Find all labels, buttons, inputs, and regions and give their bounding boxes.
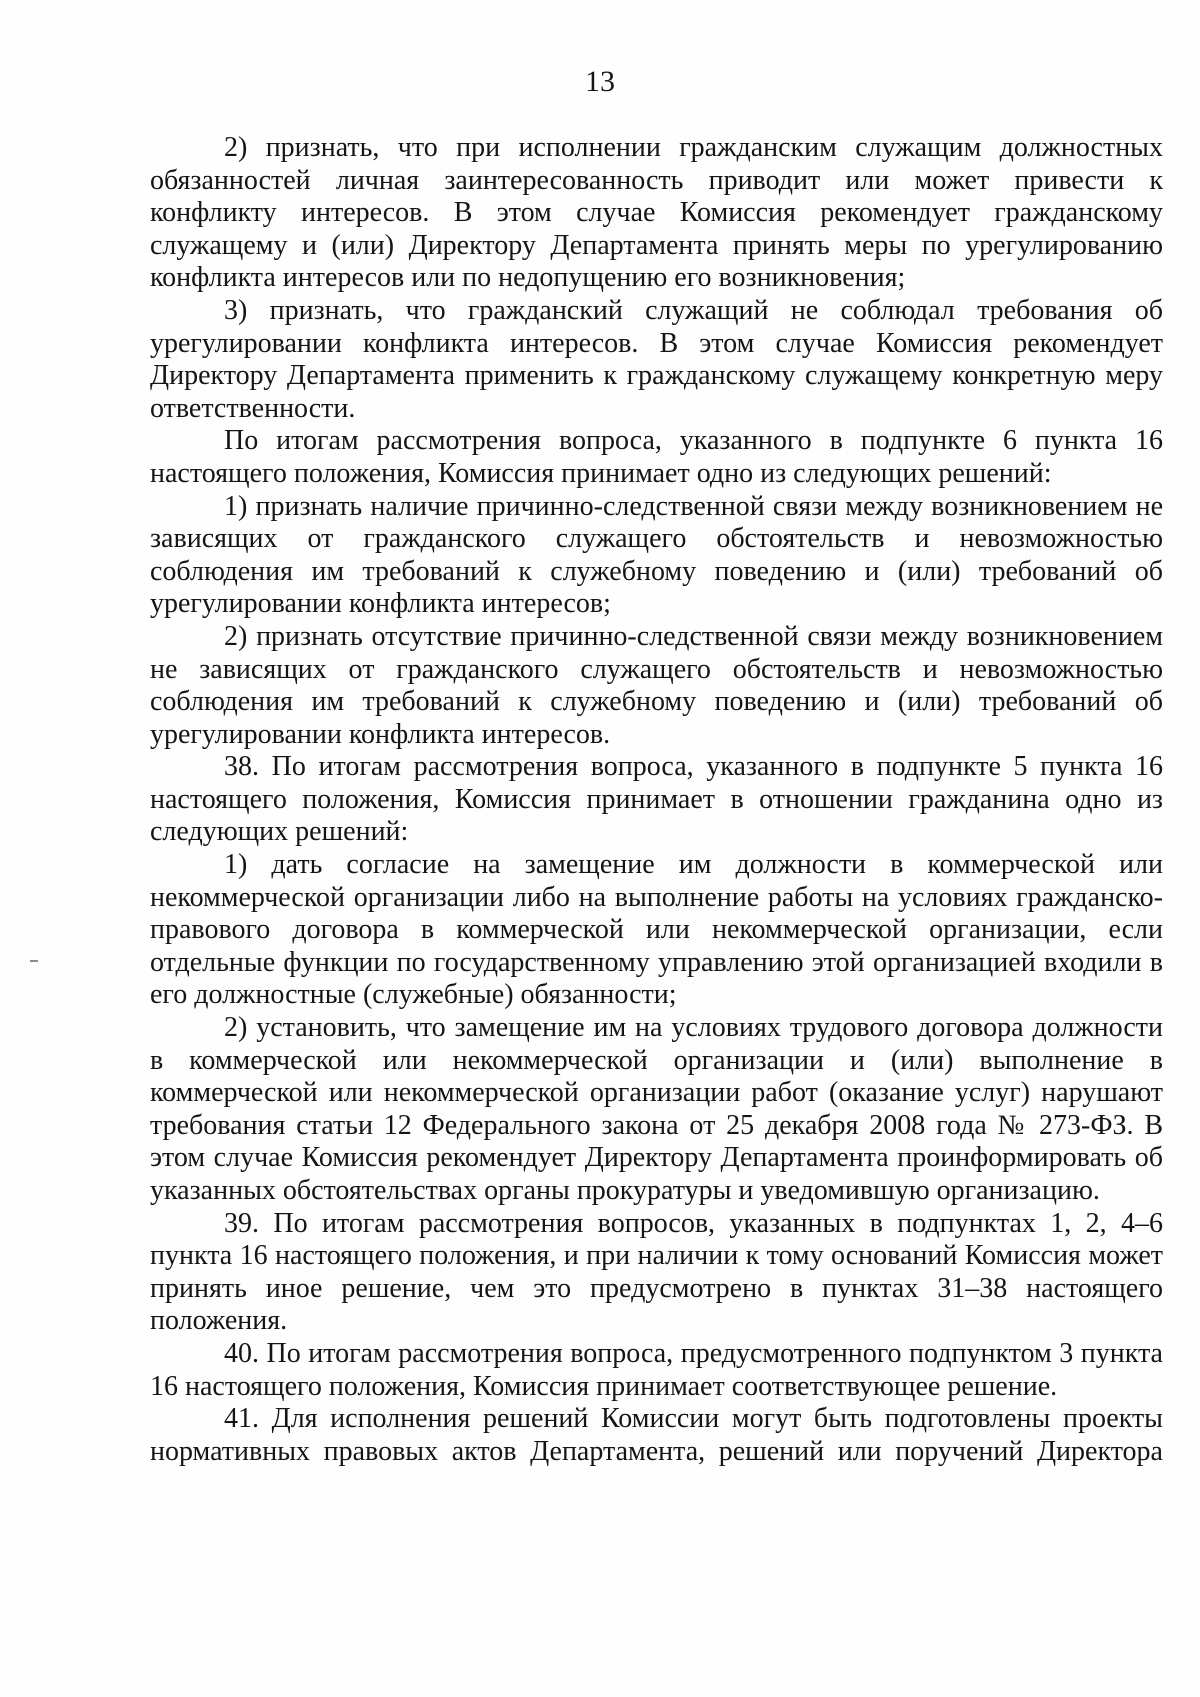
paragraph-subpoint-6-intro: По итогам рассмотрения вопроса, указанного в подпункте 6 пункта 16 настоящего положения, Комиссия принимает одно из следующих решений: bbox=[150, 425, 1163, 489]
paragraph-causal-link-absent: 2) признать отсутствие причинно-следственной связи между возникновением не зависящих от гражданского служащего обстоятельств и невозможностью соблюдения им требований к служебному поведению и (или) требований об урегулировании конфликта интересов. bbox=[150, 620, 1163, 750]
margin-mark bbox=[30, 960, 38, 962]
paragraph-item-38-consent: 1) дать согласие на замещение им должности в коммерческой или некоммерческой организации либо на выполнение работы на условиях гражданско-правового договора в коммерческой или некоммерческой организации, если отдельные функции по государственному управлению этой организацией входили в его должностные (служебные) обязанности; bbox=[150, 849, 1163, 1011]
paragraph-item-38: 38. По итогам рассмотрения вопроса, указанного в подпункте 5 пункта 16 настоящего положения, Комиссия принимает в отношении гражданина одно из следующих решений: bbox=[150, 751, 1163, 848]
page-number: 13 bbox=[585, 65, 615, 98]
document-body bbox=[150, 132, 1163, 1468]
paragraph-item-39: 39. По итогам рассмотрения вопросов, указанных в подпунктах 1, 2, 4–6 пункта 16 настоящего положения, и при наличии к тому оснований Комиссия может принять иное решение, чем это предусмотрено в пунктах 31–38 настоящего положения. bbox=[150, 1207, 1163, 1337]
paragraph-causal-link-present: 1) признать наличие причинно-следственной связи между возникновением не зависящих от гражданского служащего обстоятельств и невозможностью соблюдения им требований к служебному поведению и (или) требований об урегулировании конфликта интересов; bbox=[150, 490, 1163, 620]
paragraph-item-41: 41. Для исполнения решений Комиссии могут быть подготовлены проекты нормативных правовых актов Департамента, решений или поручений Директора bbox=[150, 1403, 1163, 1467]
paragraph-item-40: 40. По итогам рассмотрения вопроса, предусмотренного подпунктом 3 пункта 16 настоящего положения, Комиссия принимает соответствующее решение. bbox=[150, 1337, 1163, 1402]
paragraph-item-38-violation: 2) установить, что замещение им на условиях трудового договора должности в коммерческой или некоммерческой организации и (или) выполнение в коммерческой или некоммерческой организации работ (оказание услуг) нарушают требования статьи 12 Федерального закона от 25 декабря 2008 года № 273-ФЗ. В этом случае Комиссия рекомендует Директору Департамента проинформировать об указанных обстоятельствах органы прокуратуры и уведомившую организацию. bbox=[150, 1012, 1163, 1206]
paragraph-subitem-3-responsibility: 3) признать, что гражданский служащий не соблюдал требования об урегулировании конфликта интересов. В этом случае Комиссия рекомендует Директору Департамента применить к гражданскому служащему конкретную меру ответственности. bbox=[150, 294, 1163, 424]
paragraph-subitem-2-conflict: 2) признать, что при исполнении гражданским служащим должностных обязанностей личная заинтересованность приводит или может привести к конфликту интересов. В этом случае Комиссия рекомендует гражданскому служащему и (или) Директору Департамента принять меры по урегулированию конфликта интересов или по недопущению его возникновения; bbox=[150, 132, 1163, 294]
